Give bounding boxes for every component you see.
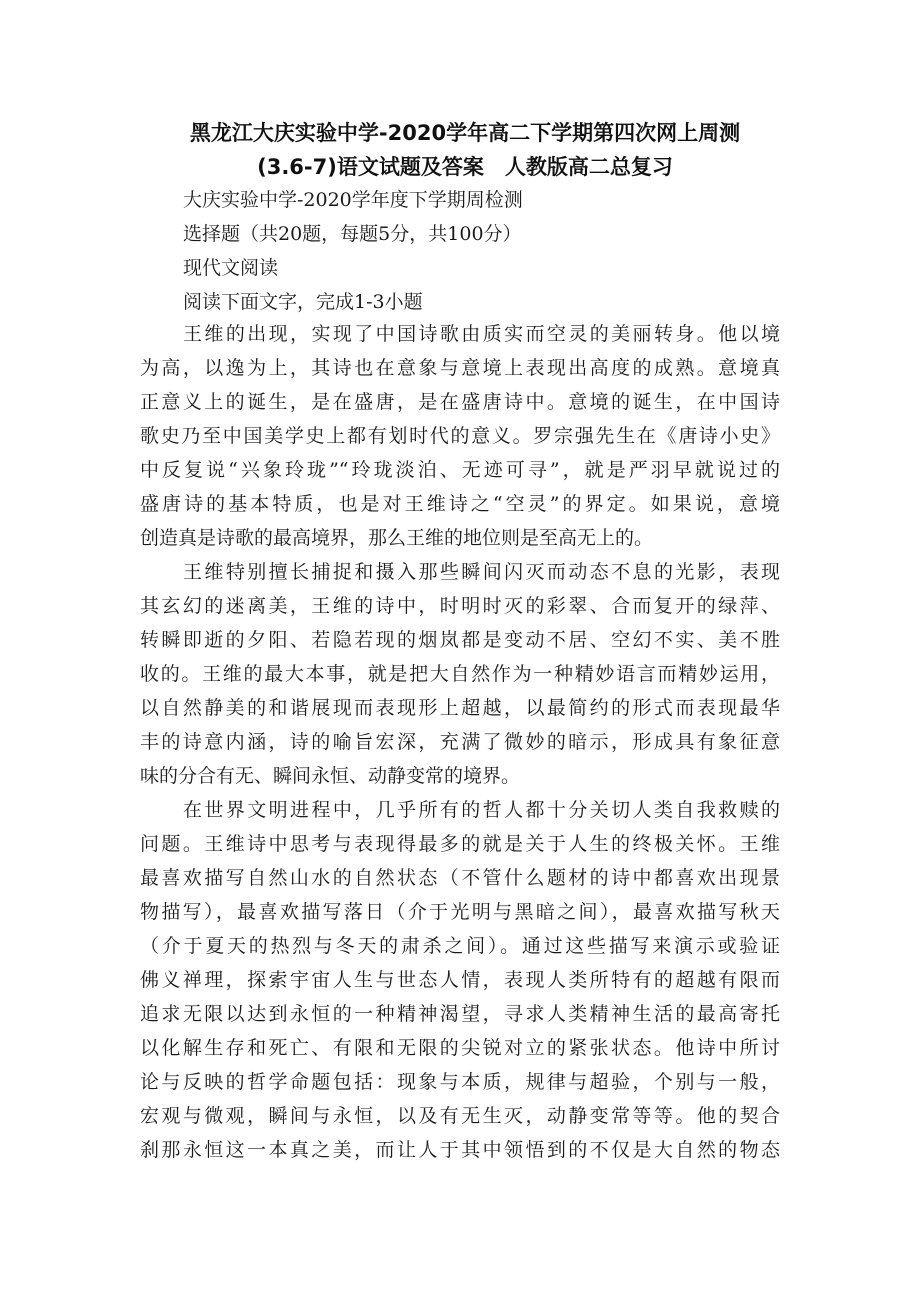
paragraph-1-line: 为高，以逸为上，其诗也在意象与意境上表现出高度的成熟。意境真 (140, 357, 780, 379)
paragraph-2-line: 丰的诗意内涵，诗的喻旨宏深，充满了微妙的暗示，形成具有象征意 (140, 731, 780, 753)
paragraph-3-line: 追求无限以达到永恒的一种精神渴望，寻求人类精神生活的最高寄托 (140, 1003, 780, 1025)
document-title-line-1: 黑龙江大庆实验中学-2020学年高二下学期第四次网上周测 (189, 121, 741, 145)
paragraph-3-line: （介于夏天的热烈与冬天的肃杀之间）。通过这些描写来演示或验证 (140, 935, 780, 957)
paragraph-3-line: 佛义禅理，探索宇宙人生与世态人情，表现人类所特有的超越有限而 (140, 969, 780, 991)
paragraph-3-line: 宏观与微观，瞬间与永恒，以及有无生灭，动静变常等等。他的契合 (140, 1105, 780, 1127)
paragraph-2-line: 收的。王维的最大本事，就是把大自然作为一种精妙语言而精妙运用， (140, 663, 780, 685)
paragraph-2-line: 其玄幻的迷离美，王维的诗中，时明时灭的彩翠、合而复开的绿萍、 (140, 595, 780, 617)
paragraph-1-line: 中反复说“兴象玲珑”“玲珑淡泊、无迹可寻”，就是严羽早就说过的 (140, 459, 780, 481)
paragraph-2-line: 以自然静美的和谐展现而表现形上超越，以最简约的形式而表现最华 (140, 697, 780, 719)
paragraph-3-line: 物描写），最喜欢描写落日（介于光明与黑暗之间），最喜欢描写秋天 (140, 901, 780, 923)
paragraph-1-line: 王维的出现，实现了中国诗歌由质实而空灵的美丽转身。他以境 (183, 323, 780, 345)
paragraph-3-line: 论与反映的哲学命题包括：现象与本质，规律与超验，个别与一般， (140, 1071, 780, 1093)
paragraph-1-line: 创造真是诗歌的最高境界，那么王维的地位则是至高无上的。 (140, 527, 654, 549)
paragraph-2-line: 转瞬即逝的夕阳、若隐若现的烟岚都是变动不居、空幻不实、美不胜 (140, 629, 780, 651)
paragraph-2-line: 王维特别擅长捕捉和摄入那些瞬间闪灭而动态不息的光影，表现 (183, 561, 780, 583)
header-line: 大庆实验中学-2020学年度下学期周检测 (183, 189, 523, 211)
section-choice: 选择题（共20题，每题5分，共100分） (183, 223, 522, 245)
paragraph-3-line: 以化解生存和死亡、有限和无限的尖锐对立的紧张状态。他诗中所讨 (140, 1037, 780, 1059)
paragraph-1-line: 正意义上的诞生，是在盛唐，是在盛唐诗中。意境的诞生，在中国诗 (140, 391, 780, 413)
paragraph-3-line: 刹那永恒这一本真之美，而让人于其中领悟到的不仅是大自然的物态 (140, 1139, 780, 1161)
paragraph-3-line: 最喜欢描写自然山水的自然状态（不管什么题材的诗中都喜欢出现景 (140, 867, 780, 889)
paragraph-1-line: 歌史乃至中国美学史上都有划时代的意义。罗宗强先生在《唐诗小史》 (140, 425, 780, 447)
paragraph-2-line: 味的分合有无、瞬间永恒、动静变常的境界。 (140, 765, 521, 787)
document-title-line-2: (3.6-7)语文试题及答案 人教版高二总复习 (257, 155, 673, 179)
paragraph-3-line: 问题。王维诗中思考与表现得最多的就是关于人生的终极关怀。王维 (140, 833, 780, 855)
reading-instruction: 阅读下面文字，完成1-3小题 (183, 291, 423, 313)
paragraph-3-line: 在世界文明进程中，几乎所有的哲人都十分关切人类自我救赎的 (183, 799, 780, 821)
paragraph-1-line: 盛唐诗的基本特质，也是对王维诗之“空灵”的界定。如果说，意境 (140, 493, 780, 515)
section-modern-reading: 现代文阅读 (183, 257, 279, 279)
